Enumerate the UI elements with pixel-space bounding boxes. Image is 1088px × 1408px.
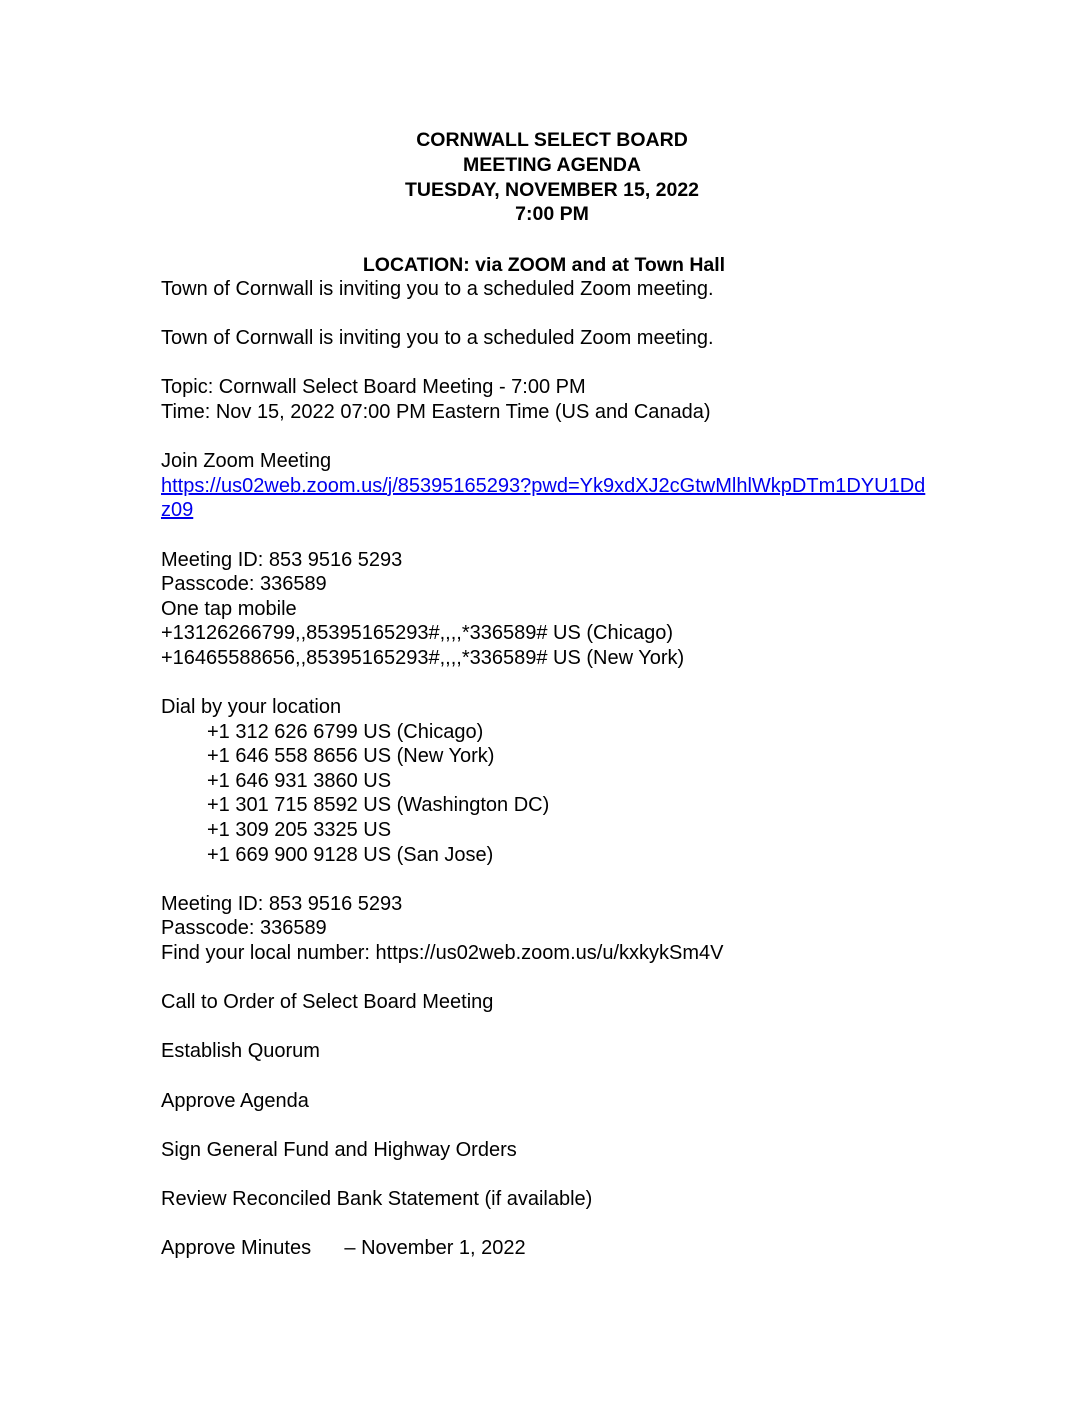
meeting-location: LOCATION: via ZOOM and at Town Hall (362, 254, 726, 276)
agenda-item: Sign General Fund and Highway Orders (161, 1138, 517, 1161)
meeting-time: Time: Nov 15, 2022 07:00 PM Eastern Time (US and Canada) (161, 400, 711, 423)
document-body (161, 277, 1021, 1261)
passcode: Passcode: 336589 (161, 917, 327, 940)
one-tap-number: +13126266799,,85395165293#,,,,*336589# US (Chicago) (161, 622, 674, 645)
agenda-item: Approve Minutes – November 1, 2022 (161, 1237, 526, 1260)
local-number: Find your local number: https://us02web.zoom.us/u/kxkykSm4V (161, 942, 724, 965)
header-time: 7:00 PM (515, 203, 589, 226)
dial-number: +1 301 715 8592 US (Washington DC) (207, 794, 550, 817)
meeting-topic: Topic: Cornwall Select Board Meeting - 7:00 PM (161, 376, 586, 399)
one-tap-number: +16465588656,,85395165293#,,,,*336589# US (New York) (161, 646, 685, 669)
one-tap-label: One tap mobile (161, 597, 297, 620)
agenda-item: Call to Order of Select Board Meeting (161, 991, 494, 1014)
meeting-id: Meeting ID: 853 9516 5293 (161, 548, 403, 571)
agenda-header (0, 128, 1088, 227)
invite-text: Town of Cornwall is inviting you to a scheduled Zoom meeting. (161, 327, 714, 350)
agenda-item: Establish Quorum (161, 1040, 320, 1063)
join-zoom-link[interactable]: https://us02web.zoom.us/j/85395165293?pwd=Yk9xdXJ2cGtwMlhlWkpDTm1DYU1Ddz09 (161, 474, 926, 522)
join-label: Join Zoom Meeting (161, 450, 332, 473)
header-date: TUESDAY, NOVEMBER 15, 2022 (404, 178, 700, 201)
dial-number: +1 646 558 8656 US (New York) (207, 745, 495, 768)
dial-number: +1 312 626 6799 US (Chicago) (207, 720, 484, 743)
dial-number: +1 309 205 3325 US (207, 819, 392, 842)
header-title: CORNWALL SELECT BOARD (416, 129, 688, 151)
invite-text: Town of Cornwall is inviting you to a scheduled Zoom meeting. (161, 278, 714, 300)
header-subtitle: MEETING AGENDA (462, 153, 642, 176)
dial-number: +1 669 900 9128 US (San Jose) (207, 843, 494, 866)
agenda-item: Approve Agenda (161, 1089, 309, 1112)
meeting-id: Meeting ID: 853 9516 5293 (161, 892, 403, 915)
agenda-item: Review Reconciled Bank Statement (if available) (161, 1187, 593, 1210)
dial-label: Dial by your location (161, 696, 342, 719)
passcode: Passcode: 336589 (161, 573, 327, 596)
dial-number: +1 646 931 3860 US (207, 769, 392, 792)
